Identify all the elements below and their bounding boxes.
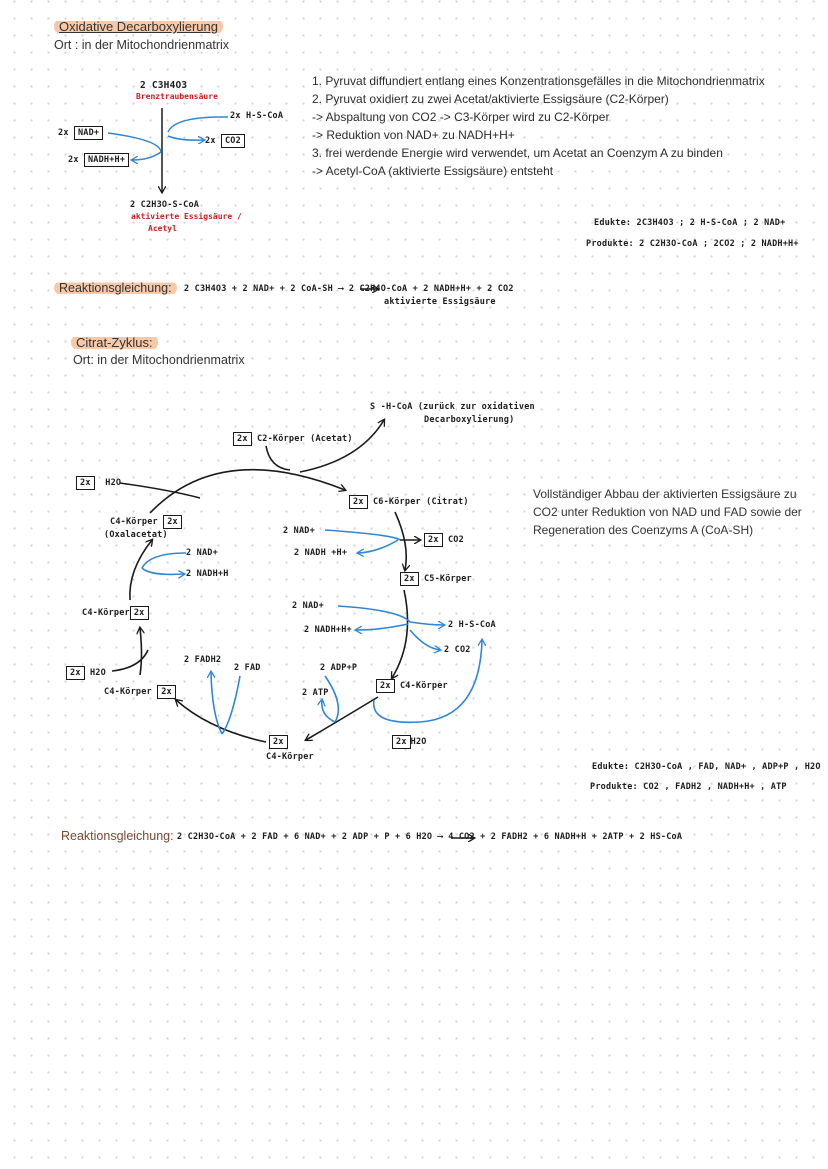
adp-label: 2 ADP+P	[320, 663, 358, 673]
nad-in-label: 2x NAD+	[58, 126, 103, 140]
step-3a: -> Acetyl-CoA (aktivierte Essigsäure) entsteht	[312, 164, 554, 178]
water-output-3: 2x H2O	[392, 735, 427, 749]
pyruvate-name: Brenztraubensäure	[136, 92, 218, 101]
step-2a: -> Abspaltung von CO2 -> C3-Körper wird zu C2-Körper	[312, 110, 610, 124]
co2-box: CO2	[221, 134, 245, 148]
c4a-node: C4-Körper 2x	[82, 606, 149, 620]
acetyl-coa-name-2: Acetyl	[148, 224, 177, 233]
section1-educts: Edukte: 2C3H4O3 ; 2 H-S-CoA ; 2 NAD+	[594, 218, 786, 228]
nadh-b-label: 2 NADH +H+	[294, 548, 348, 558]
fad-label: 2 FAD	[234, 663, 261, 673]
co2-out-node: 2x CO2	[424, 533, 464, 547]
citrate-count-box: 2x	[349, 495, 368, 509]
water-input-2: 2x H2O	[66, 666, 106, 680]
citrate-node: 2x C6-Körper (Citrat)	[349, 495, 469, 509]
acetyl-coa-formula: 2 C2H3O-S-CoA	[130, 200, 200, 210]
nad-box: NAD+	[74, 126, 103, 140]
section2-location: Ort: in der Mitochondrienmatrix	[73, 353, 245, 367]
coa-return-2: Decarboxylierung)	[424, 415, 515, 425]
section1-equation: 2 C3H4O3 + 2 NAD+ + 2 CoA-SH ⟶ 2 C2H4O-CoA + 2 NADH+H+ + 2 CO2	[184, 284, 514, 294]
fadh-label: 2 FADH2	[184, 655, 222, 665]
step-2b: -> Reduktion von NAD+ zu NADH+H+	[312, 128, 515, 142]
section1-location: Ort : in der Mitochondrienmatrix	[54, 38, 230, 52]
c4b-node: C4-Körper 2x	[104, 685, 176, 699]
section1-products: Produkte: 2 C2H3O-CoA ; 2CO2 ; 2 NADH+H+	[586, 239, 799, 249]
co2-count-box: 2x	[424, 533, 443, 547]
oxal-count-box: 2x	[163, 515, 182, 529]
acetyl-coa-name-1: aktivierte Essigsäure /	[131, 212, 242, 221]
step-2: 2. Pyruvat oxidiert zu zwei Acetat/aktivierte Essigsäure (C2-Körper)	[312, 92, 669, 106]
nadh-out-label: 2x NADH+H+	[68, 153, 129, 167]
c4c-count-box: 2x	[376, 679, 395, 693]
coa-return-1: S -H-CoA (zurück zur oxidativen	[370, 402, 535, 412]
acetyl-count-box: 2x	[233, 432, 252, 446]
section2-title: Citrat-Zyklus:	[76, 335, 158, 350]
c5-count-box: 2x	[400, 572, 419, 586]
c5-node: 2x C5-Körper	[400, 572, 472, 586]
decarb-arrows	[108, 108, 228, 192]
coa-out-label: 2 H-S-CoA	[448, 620, 496, 630]
acetyl-input: 2x C2-Körper (Acetat)	[233, 432, 353, 446]
co2-out-label: 2x CO2	[205, 134, 245, 148]
c4d-node	[269, 735, 288, 749]
oxaloacetate-node: C4-Körper 2x	[110, 515, 182, 529]
c4d-label: C4-Körper	[266, 752, 314, 762]
section2-products: Produkte: CO2 , FADH2 , NADH+H+ , ATP	[590, 782, 787, 792]
section1-equation-label: Reaktionsgleichung:	[59, 281, 177, 295]
c4c-node: 2x C4-Körper	[376, 679, 448, 693]
coa-in-label: 2x H-S-CoA	[230, 111, 284, 121]
step-1: 1. Pyruvat diffundiert entlang eines Konzentrationsgefälles in die Mitochondrienmatrix	[312, 74, 765, 88]
section2-equation-label: Reaktionsgleichung:	[61, 829, 174, 843]
section1-equation-note: aktivierte Essigsäure	[384, 297, 496, 307]
nad-c-label: 2 NAD+	[292, 601, 324, 611]
nadh-a-label: 2 NADH+H	[186, 569, 229, 579]
section2-equation: 2 C2H3O-CoA + 2 FAD + 6 NAD+ + 2 ADP + P + 6 H2O ⟶ 4 CO2 + 2 FADH2 + 6 NADH+H + 2ATP + 2 HS-CoA	[177, 832, 683, 842]
nadh-c-label: 2 NADH+H+	[304, 625, 352, 635]
nad-b-label: 2 NAD+	[283, 526, 315, 536]
c4a-count-box: 2x	[130, 606, 149, 620]
step-3: 3. frei werdende Energie wird verwendet, um Acetat an Coenzym A zu binden	[312, 146, 723, 160]
section2-description: Vollständiger Abbau der aktivierten Essigsäure zu CO2 unter Reduktion von NAD und FAD sowie der Regeneration des Coenzyms A (CoA-SH)	[533, 487, 802, 537]
nadh-box: NADH+H+	[84, 153, 129, 167]
water-input-1: 2x H2O	[76, 476, 121, 490]
pyruvate-formula: 2 C3H4O3	[140, 80, 188, 91]
section2-educts: Edukte: C2H3O-CoA , FAD, NAD+ , ADP+P , H2O	[592, 762, 821, 772]
atp-label: 2 ATP	[302, 688, 329, 698]
water1-count-box: 2x	[76, 476, 95, 490]
co2-out-b-label: 2 CO2	[444, 645, 471, 655]
oxaloacetate-name: (Oxalacetat)	[104, 530, 168, 540]
c4d-count-box: 2x	[269, 735, 288, 749]
step-list	[312, 72, 765, 180]
c4b-count-box: 2x	[157, 685, 176, 699]
water2-count-box: 2x	[66, 666, 85, 680]
water3-count-box: 2x	[392, 735, 411, 749]
section1-title: Oxidative Decarboxylierung	[59, 19, 223, 34]
nad-a-label: 2 NAD+	[186, 548, 218, 558]
